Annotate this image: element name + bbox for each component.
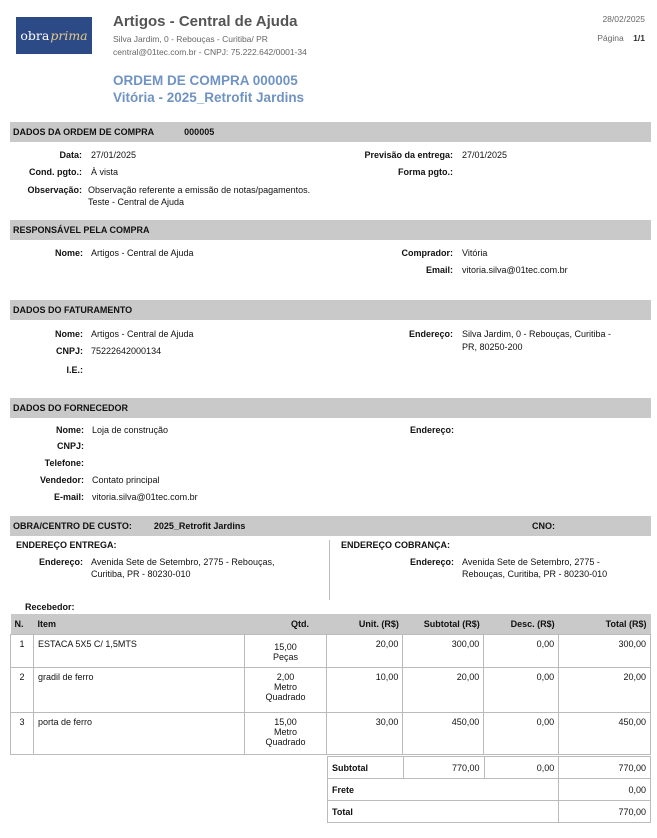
items-table [10,614,651,755]
row-qty: 15,00 Peças [244,634,327,667]
company-name: Artigos - Central de Ajuda [113,13,298,30]
col-header-qty: Qtd. [244,614,327,634]
supplier-email-value: vitoria.silva@01tec.com.br [92,492,198,502]
page-number: Página 1/1 [597,33,645,43]
row-total: 300,00 [559,634,651,667]
billing-cnpj-label: CNPJ: [55,346,83,356]
address-divider [329,540,330,600]
receiver-label: Recebedor: [25,602,75,612]
supplier-name-value: Loja de construção [92,425,169,435]
responsible-name-value: Artigos - Central de Ajuda [91,248,194,258]
responsible-name-label: Nome: [54,248,83,258]
totals-subtotal-total: 770,00 [559,757,651,779]
table-row [11,634,651,667]
supplier-email-label: E-mail: [53,492,84,502]
charge-address-line-2: Rebouças, Curitiba, PR - 80230-010 [462,569,608,579]
charge-address-line-1: Avenida Sete de Setembro, 2775 - [462,557,600,567]
company-logo: obra prima [16,17,92,54]
row-subtotal: 450,00 [403,712,484,754]
totals-freight-row [328,779,651,801]
responsible-email-label: Email: [425,265,453,275]
totals-freight-label: Frete [328,779,559,801]
notes-line-2: Teste - Central de Ajuda [88,197,185,207]
row-item: porta de ferro [33,712,244,754]
billing-address-label: Endereço: [408,329,453,339]
totals-table [327,756,651,823]
document-subtitle: Vitória - 2025_Retrofit Jardins [113,90,305,105]
totals-total-value: 770,00 [559,801,651,823]
row-discount: 0,00 [484,667,559,712]
totals-subtotal-value: 770,00 [403,757,484,779]
billing-name-label: Nome: [54,329,83,339]
row-discount: 0,00 [484,712,559,754]
row-subtotal: 20,00 [403,667,484,712]
col-header-subtotal: Subtotal (R$) [403,614,484,634]
row-qty: 15,00 Metro Quadrado [244,712,327,754]
row-n: 2 [11,667,34,712]
payment-cond-label: Cond. pgto.: [29,167,82,177]
row-n: 1 [11,634,34,667]
responsible-email-value: vitoria.silva@01tec.com.br [462,265,568,275]
row-unit-price: 30,00 [327,712,403,754]
order-date-value: 27/01/2025 [91,150,137,160]
section-work-header: OBRA/CENTRO DE CUSTO: 2025_Retrofit Jardins CNO: [10,516,651,536]
col-header-item: Item [33,614,244,634]
delivery-date-value: 27/01/2025 [462,150,508,160]
section-order-header: DADOS DA ORDEM DE COMPRA 000005 [10,122,651,142]
totals-subtotal-label: Subtotal [328,757,404,779]
totals-total-row [328,801,651,823]
billing-address-line-2: PR, 80250-200 [462,342,523,352]
supplier-phone-label: Telefone: [44,458,84,468]
notes-line-1: Observação referente a emissão de notas/pagamentos. [88,185,311,195]
notes-label: Observação: [27,185,82,195]
charge-address-label: Endereço: [409,557,454,567]
section-billing-header: DADOS DO FATURAMENTO [10,300,651,320]
col-header-discount: Desc. (R$) [484,614,559,634]
payment-cond-value: À vista [91,167,119,177]
col-header-n: N. [11,614,34,634]
company-contact: central@01tec.com.br - CNPJ: 75.222.642/0001-34 [113,47,307,57]
print-date: 28/02/2025 [602,14,645,24]
supplier-name-label: Nome: [55,425,84,435]
col-header-unit-price: Unit. (R$) [327,614,403,634]
delivery-address-line-1: Avenida Sete de Setembro, 2775 - Rebouças, [91,557,275,567]
row-total: 450,00 [559,712,651,754]
totals-total-label: Total [328,801,559,823]
row-item: gradil de ferro [33,667,244,712]
row-item: ESTACA 5X5 C/ 1,5MTS [33,634,244,667]
row-subtotal: 300,00 [403,634,484,667]
table-row [11,712,651,754]
row-qty: 2,00 Metro Quadrado [244,667,327,712]
supplier-seller-label: Vendedor: [39,475,84,485]
supplier-address-label: Endereço: [409,425,454,435]
company-address: Silva Jardim, 0 - Rebouças - Curitiba/ PR [113,34,268,44]
delivery-address-label: Endereço: [38,557,83,567]
section-supplier-header: DADOS DO FORNECEDOR [10,398,651,418]
billing-cnpj-value: 75222642000134 [91,346,162,356]
row-unit-price: 10,00 [327,667,403,712]
document-title: ORDEM DE COMPRA 000005 [113,73,298,88]
delivery-address-title: ENDEREÇO ENTREGA: [16,540,117,550]
row-unit-price: 20,00 [327,634,403,667]
supplier-seller-value: Contato principal [92,475,160,485]
order-date-label: Data: [59,150,82,160]
totals-subtotal-row [328,757,651,779]
row-discount: 0,00 [484,634,559,667]
col-header-total: Total (R$) [559,614,651,634]
supplier-cnpj-label: CNPJ: [56,441,84,451]
buyer-label: Comprador: [401,248,453,258]
row-total: 20,00 [559,667,651,712]
items-header-row [11,614,651,634]
payment-form-label: Forma pgto.: [398,167,453,177]
delivery-date-label: Previsão da entrega: [364,150,453,160]
charge-address-title: ENDEREÇO COBRANÇA: [341,540,451,550]
table-row [11,667,651,712]
billing-name-value: Artigos - Central de Ajuda [91,329,194,339]
delivery-address-line-2: Curitiba, PR - 80230-010 [91,569,191,579]
billing-address-line-1: Silva Jardim, 0 - Rebouças, Curitiba - [462,329,612,339]
billing-ie-label: I.E.: [66,365,83,375]
buyer-value: Vitória [462,248,488,258]
section-responsible-header: RESPONSÁVEL PELA COMPRA [10,220,651,240]
totals-freight-value: 0,00 [559,779,651,801]
row-n: 3 [11,712,34,754]
totals-discount-value: 0,00 [484,757,559,779]
